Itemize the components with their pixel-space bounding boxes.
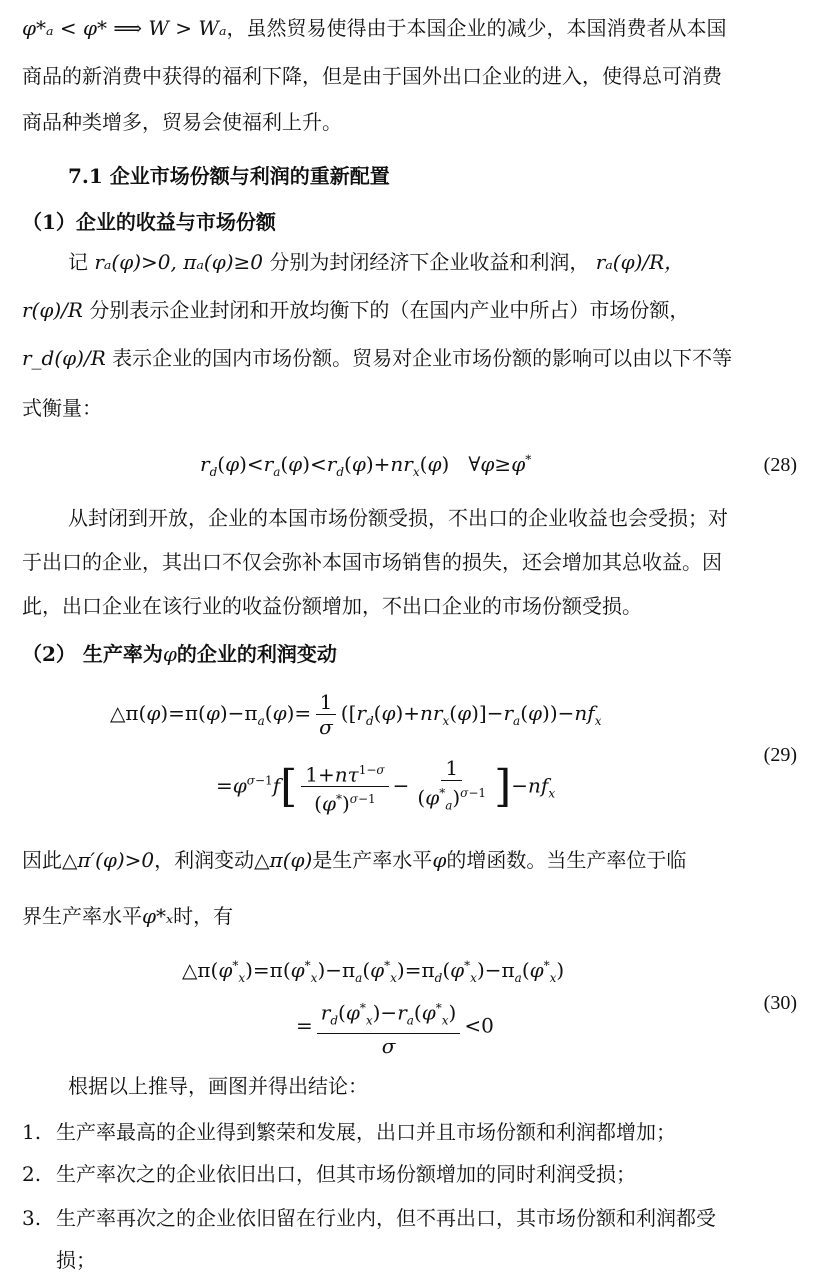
paragraph-2-line-4: 式衡量： bbox=[22, 396, 102, 420]
inline-math-profit-change: △π(φ) bbox=[254, 848, 313, 872]
inline-math-profit-derivative: △π′(φ)>0 bbox=[62, 848, 155, 872]
equation-30-line-2: = $\frac{r_d(\varphi^*_x)-r_a(\varphi^*_x)}{\sigma}$ <0 bbox=[296, 996, 494, 1058]
equation-number-30: (30) bbox=[763, 992, 797, 1014]
paragraph-2-line-1: 记 rₐ(φ)>0, πₐ(φ)≥0 分别为封闭经济下企业收益和利润， rₐ(φ)/R， bbox=[68, 250, 685, 274]
paragraph-1-line-1: φ*ₐ < φ* ⟹ W > Wₐ，虽然贸易使得由于本国企业的减少，本国消费者从本国 bbox=[22, 16, 727, 40]
paragraph-4-line-2: 界生产率水平φ*ₓ时，有 bbox=[22, 904, 234, 928]
list-item: 生产率最高的企业得到繁荣和发展，出口并且市场份额和利润都增加； bbox=[56, 1120, 676, 1144]
section-title-7-1: 7.1 企业市场份额与利润的重新配置 bbox=[68, 164, 390, 188]
list-item: 生产率次之的企业依旧出口，但其市场份额增加的同时利润受损； bbox=[56, 1162, 636, 1186]
list-item-number: 2. bbox=[22, 1162, 42, 1186]
inline-math-market-share-open: r(φ)/R bbox=[22, 298, 83, 322]
inline-math-welfare: φ*ₐ < φ* ⟹ W > Wₐ bbox=[22, 16, 227, 40]
inline-math-domestic-share: r_d(φ)/R bbox=[22, 346, 106, 370]
paragraph-5-line-1: 根据以上推导，画图并得出结论： bbox=[68, 1074, 368, 1098]
equation-30-line-1: $\triangle\pi(\varphi^*_x)=\pi(\varphi^*_x)-\pi_a(\varphi^*_x)=\pi_d(\varphi^*_x)-\pi_a(\varphi^*_x)$ bbox=[182, 958, 565, 985]
equation-29-line-2: $=\varphi^{\sigma-1}f$[ $\frac{1+n\tau^{1-\sigma}}{(\varphi^*)^{\sigma-1}}$ − $\frac{1}{(\varphi^*_a)^{\sigma-1}}$ ]$-nf_x$ bbox=[216, 756, 556, 816]
inline-math-market-share-autarky: rₐ(φ)/R， bbox=[595, 250, 685, 274]
paragraph-1-line-3: 商品种类增多，贸易会使福利上升。 bbox=[22, 110, 342, 134]
list-item-number: 1. bbox=[22, 1120, 42, 1144]
paragraph-3-line-2: 于出口的企业，其出口不仅会弥补本国市场销售的损失，还会增加其总收益。因 bbox=[22, 550, 722, 574]
list-item-number: 3. bbox=[22, 1206, 42, 1230]
paragraph-2-line-2: r(φ)/R 分别表示企业封闭和开放均衡下的（在国内产业中所占）市场份额， bbox=[22, 298, 690, 322]
subsection-title-2: （2） 生产率为φ的企业的利润变动 bbox=[22, 642, 337, 666]
inline-math-revenue-profit: rₐ(φ)>0, πₐ(φ)≥0 bbox=[94, 250, 263, 274]
subsection-title-1: （1）企业的收益与市场份额 bbox=[22, 210, 276, 234]
paragraph-4-line-1: 因此△π′(φ)>0，利润变动△π(φ)是生产率水平φ的增函数。当生产率位于临 bbox=[22, 848, 687, 872]
equation-number-28: (28) bbox=[763, 454, 797, 476]
equation-number-29: (29) bbox=[763, 744, 797, 766]
paragraph-3-line-3: 此，出口企业在该行业的收益份额增加，不出口企业的市场份额受损。 bbox=[22, 594, 642, 618]
equation-28: $r_d(\varphi)<r_a(\varphi)<r_d(\varphi)+nr_x(\varphi)$ ∀φ≥φ* bbox=[200, 452, 532, 479]
list-item: 生产率再次之的企业依旧留在行业内，但不再出口，其市场份额和利润都受 bbox=[56, 1206, 716, 1230]
inline-math-cutoff: φ*ₓ bbox=[142, 904, 174, 928]
paragraph-2-line-3: r_d(φ)/R 表示企业的国内市场份额。贸易对企业市场份额的影响可以由以下不等 bbox=[22, 346, 733, 370]
equation-29-line-1: $\triangle\pi(\varphi)=\pi(\varphi)-\pi_a(\varphi)=$ $\frac{1}{\sigma}$ $([r_d(\varphi)+nr_x(\varphi)]-r_a(\varphi))-nf_x$ bbox=[110, 690, 602, 739]
list-item-continuation: 损； bbox=[56, 1248, 96, 1272]
paragraph-1-line-2: 商品的新消费中获得的福利下降，但是由于国外出口企业的进入，使得总可消费 bbox=[22, 64, 722, 88]
paragraph-3-line-1: 从封闭到开放，企业的本国市场份额受损，不出口的企业收益也会受损；对 bbox=[68, 506, 728, 530]
